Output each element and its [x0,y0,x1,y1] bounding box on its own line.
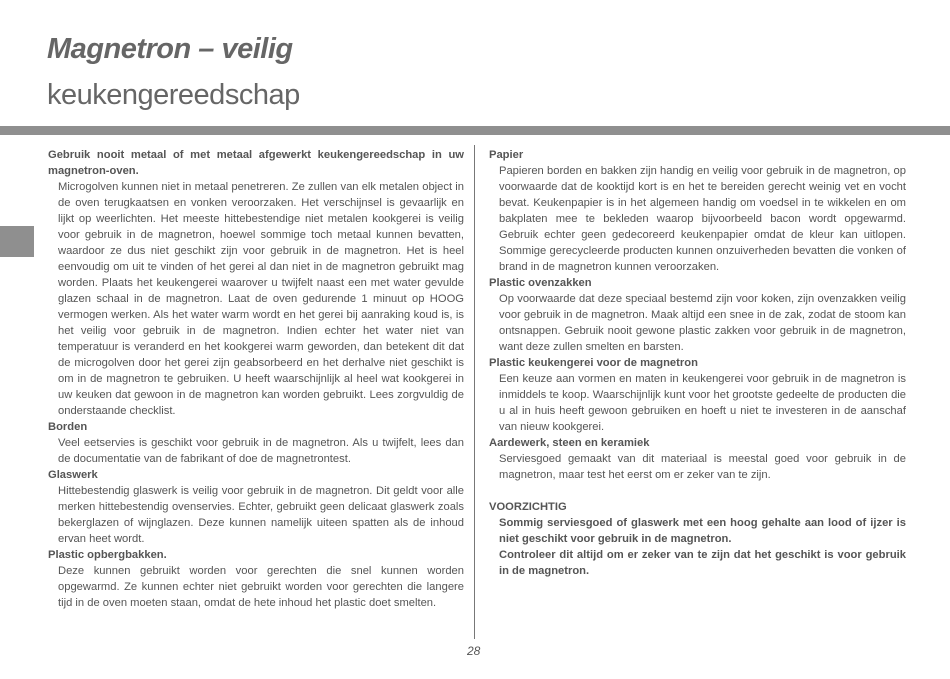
right-column [489,147,906,579]
page-subtitle: keukengereedschap [47,79,300,111]
intro-warning: Gebruik nooit metaal of met metaal afgewerkt keukengereedschap in uw magnetron-oven. [48,149,464,177]
section-text-glaswerk: Hittebestendig glaswerk is veilig voor gebruik in de magnetron. Dit geldt voor alle merken hittebestendig ovenservies. Echter, gebruikt geen delicaat glaswerk zoals bekerglazen of wijnglazen. Deze kunnen namelijk uiteen spatten als de inhoud ervan heet wordt. [58,485,464,545]
page-number: 28 [467,644,481,658]
header-rule [0,126,950,135]
warning-text-1: Sommig serviesgoed of glaswerk met een hoog gehalte aan lood of ijzer is niet geschikt voor gebruik in de magnetron. [499,517,906,545]
section-text-papier: Papieren borden en bakken zijn handig en veilig voor gebruik in de magnetron, op voorwaarde dat de kooktijd kort is en het te bereiden gerecht weinig vet en vocht bevat. Keukenpapier is in het algemeen handig om voedsel in te wikkelen en om bakplaten mee te bekleden waarop bijvoorbeeld bacon wordt opgewarmd. Gebruik echter geen gedecoreerd keukenpapier omdat de kleur kan uitlopen. Sommige gerecycleerde producten kunnen onzuiverheden bevatten die vonken of brand in de magnetron kunnen veroorzaken. [499,165,906,273]
section-heading-ovenzakken: Plastic ovenzakken [489,277,592,289]
section-text-borden: Veel eetservies is geschikt voor gebruik in de magnetron. Als u twijfelt, lees dan de documentatie van de fabrikant of doe de magnetrontest. [58,437,464,465]
section-heading-plastic-opbergbakken: Plastic opbergbakken. [48,549,167,561]
section-heading-borden: Borden [48,421,88,433]
section-heading-keukengerei: Plastic keukengerei voor de magnetron [489,357,698,369]
side-tab-marker [0,226,34,257]
warning-heading: VOORZICHTIG [489,501,567,513]
page-title: Magnetron – veilig [47,33,293,65]
section-heading-glaswerk: Glaswerk [48,469,98,481]
section-text-keukengerei: Een keuze aan vormen en maten in keukengerei voor gebruik in de magnetron is inmiddels te koop. Waarschijnlijk kunt voor het grootste gedeelte de producten die u al in huis heeft gewoon gebruiken en hoeft u niet te investeren in de aanschaf van nieuw kookgerei. [499,373,906,433]
section-text-plastic-opbergbakken: Deze kunnen gebruikt worden voor gerechten die snel kunnen worden opgewarmd. Ze kunnen echter niet gebruikt worden voor gerechten die langere tijd in de oven moeten staan, omdat de hete inhoud het plastic doet smelten. [58,565,464,609]
warning-text-2: Controleer dit altijd om er zeker van te zijn dat het geschikt is voor gebruik in de magnetron. [499,549,906,577]
section-heading-aardewerk: Aardewerk, steen en keramiek [489,437,650,449]
section-text-aardewerk: Serviesgoed gemaakt van dit materiaal is meestal goed voor gebruik in de magnetron, maar test het eerst om er zeker van te zijn. [499,453,906,481]
section-text-ovenzakken: Op voorwaarde dat deze speciaal bestemd zijn voor koken, zijn ovenzakken veilig voor gebruik in de magnetron. Maak altijd een snee in de zak, zodat de stoom kan ontsnappen. Gebruik nooit gewone plastic zakken voor gebruik in de magnetron, want deze zullen smelten en barsten. [499,293,906,353]
column-divider [474,145,475,639]
intro-paragraph: Microgolven kunnen niet in metaal penetreren. Ze zullen van elk metalen object in de oven terugkaatsen en vonken veroorzaken. Het verschijnsel is gevaarlijk en lijkt op weerlichten. Het meeste hittebestendige niet metalen kookgerei is veilig voor gebruik in de magnetron, hoewel sommige toch metaal kunnen bevatten, waardoor ze dus niet geschikt zijn voor gebruik in de magnetron. Het is heel eenvoudig om uit te vinden of het gerei al dan niet in de magnetron gebruikt mag worden. Plaats het keukengerei waarover u twijfelt naast een met water gevulde glazen schaal in de magnetron. Laat de oven gedurende 1 minuut op HOOG vermogen werken. Als het water warm wordt en het gerei bij aanraking koud is, is het veilig voor gebruik in de magnetron. Indien echter het water niet van temperatuur is veranderd en het kookgerei warm geworden, dan betekent dit dat de microgolven door het gerei zijn geabsorbeerd en het derhalve niet geschikt is om in de magnetron te gebruiken. U heeft waarschijnlijk al heel wat kookgerei in uw keuken dat gewoon in de magnetron kan worden gebruikt. Lees zorgvuldig de onderstaande checklist. [58,181,464,417]
left-column [48,147,464,611]
section-heading-papier: Papier [489,149,524,161]
